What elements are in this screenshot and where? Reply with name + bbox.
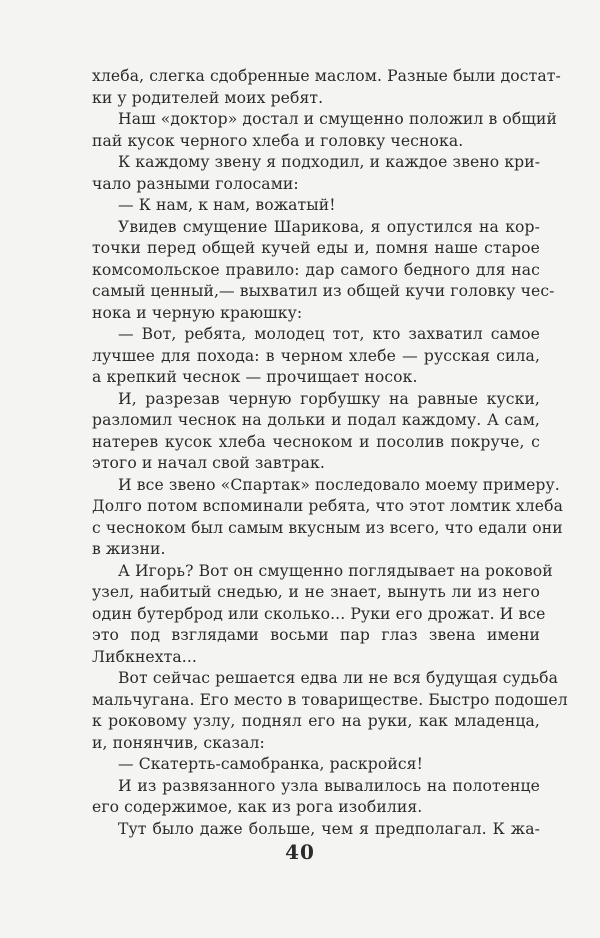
text-line: Долго потом вспоминали ребята, что этот ломтик хлеба (92, 497, 563, 515)
text-line: а крепкий чеснок — прочищает носок. (92, 368, 418, 386)
text-line: Увидев смущение Шарикова, я опустился на кор- (118, 217, 540, 236)
text-line: это под взглядами восьми пар глаз звена имени (92, 626, 540, 644)
text-line: разломил чеснок на дольки и подал каждому. А сам, (92, 411, 540, 429)
text-line: и, понянчив, сказал: (92, 733, 265, 752)
page-number: 40 (285, 840, 315, 864)
text-line: Наш «доктор» достал и смущенно положил в общий (118, 110, 557, 128)
text-line: этого и начал свой завтрак. (92, 454, 325, 472)
text-line: с чесноком был самым вкусным из всего, что едали они (92, 518, 563, 537)
text-line: И из развязанного узла вывалилось на полотенце (118, 776, 540, 795)
text-line: мальчугана. Его место в товариществе. Быстро подошел (92, 690, 568, 709)
text-line: Либкнехта... (92, 647, 197, 666)
text-line: К каждому звену я подходил, и каждое звено кри- (118, 153, 541, 171)
text-line: один бутерброд или сколько... Руки его дрожат. И все (92, 604, 546, 623)
text-line: Вот сейчас решается едва ли не вся будущая судьба (118, 669, 558, 687)
text-line: А Игорь? Вот он смущенно поглядывает на роковой (118, 561, 553, 580)
text-line: хлеба, слегка сдобренные маслом. Разные были достат- (92, 67, 561, 85)
text-line: комсомольское правило: дар самого бедного для нас (92, 260, 540, 279)
text-line: — К нам, к нам, вожатый! (118, 196, 336, 214)
text-line: Тут было даже больше, чем я предполагал. К жа- (118, 819, 540, 838)
text-line: И все звено «Спартак» последовало моему примеру. (118, 475, 560, 494)
text-line: нока и черную краюшку: (92, 303, 303, 322)
text-line: в жизни. (92, 540, 166, 558)
text-line: ки у родителей моих ребят. (92, 88, 324, 107)
text-line: пай кусок черного хлеба и головку чеснока. (92, 131, 464, 150)
text-line: чало разными голосами: (92, 174, 299, 193)
text-line: — Скатерть-самобранка, раскройся! (118, 755, 423, 773)
text-line: узел, набитый снедью, и не знает, вынуть ли из него (92, 583, 540, 601)
body-text (92, 66, 568, 840)
text-line: — Вот, ребята, молодец тот, кто захватил самое (118, 325, 540, 343)
text-line: точки перед общей кучей еды и, помня наше старое (92, 239, 540, 257)
text-line: И, разрезав черную горбушку на равные куски, (118, 389, 540, 408)
text-line: к роковому узлу, поднял его на руки, как младенца, (92, 712, 540, 730)
text-line: самый ценный,— выхватил из общей кучи головку чес- (92, 282, 555, 300)
text-line: натерев кусок хлеба чесноком и посолив покруче, с (92, 432, 540, 451)
text-line: его содержимое, как из рога изобилия. (92, 798, 423, 816)
text-line: лучшее для похода: в черном хлебе — русская сила, (92, 346, 540, 365)
